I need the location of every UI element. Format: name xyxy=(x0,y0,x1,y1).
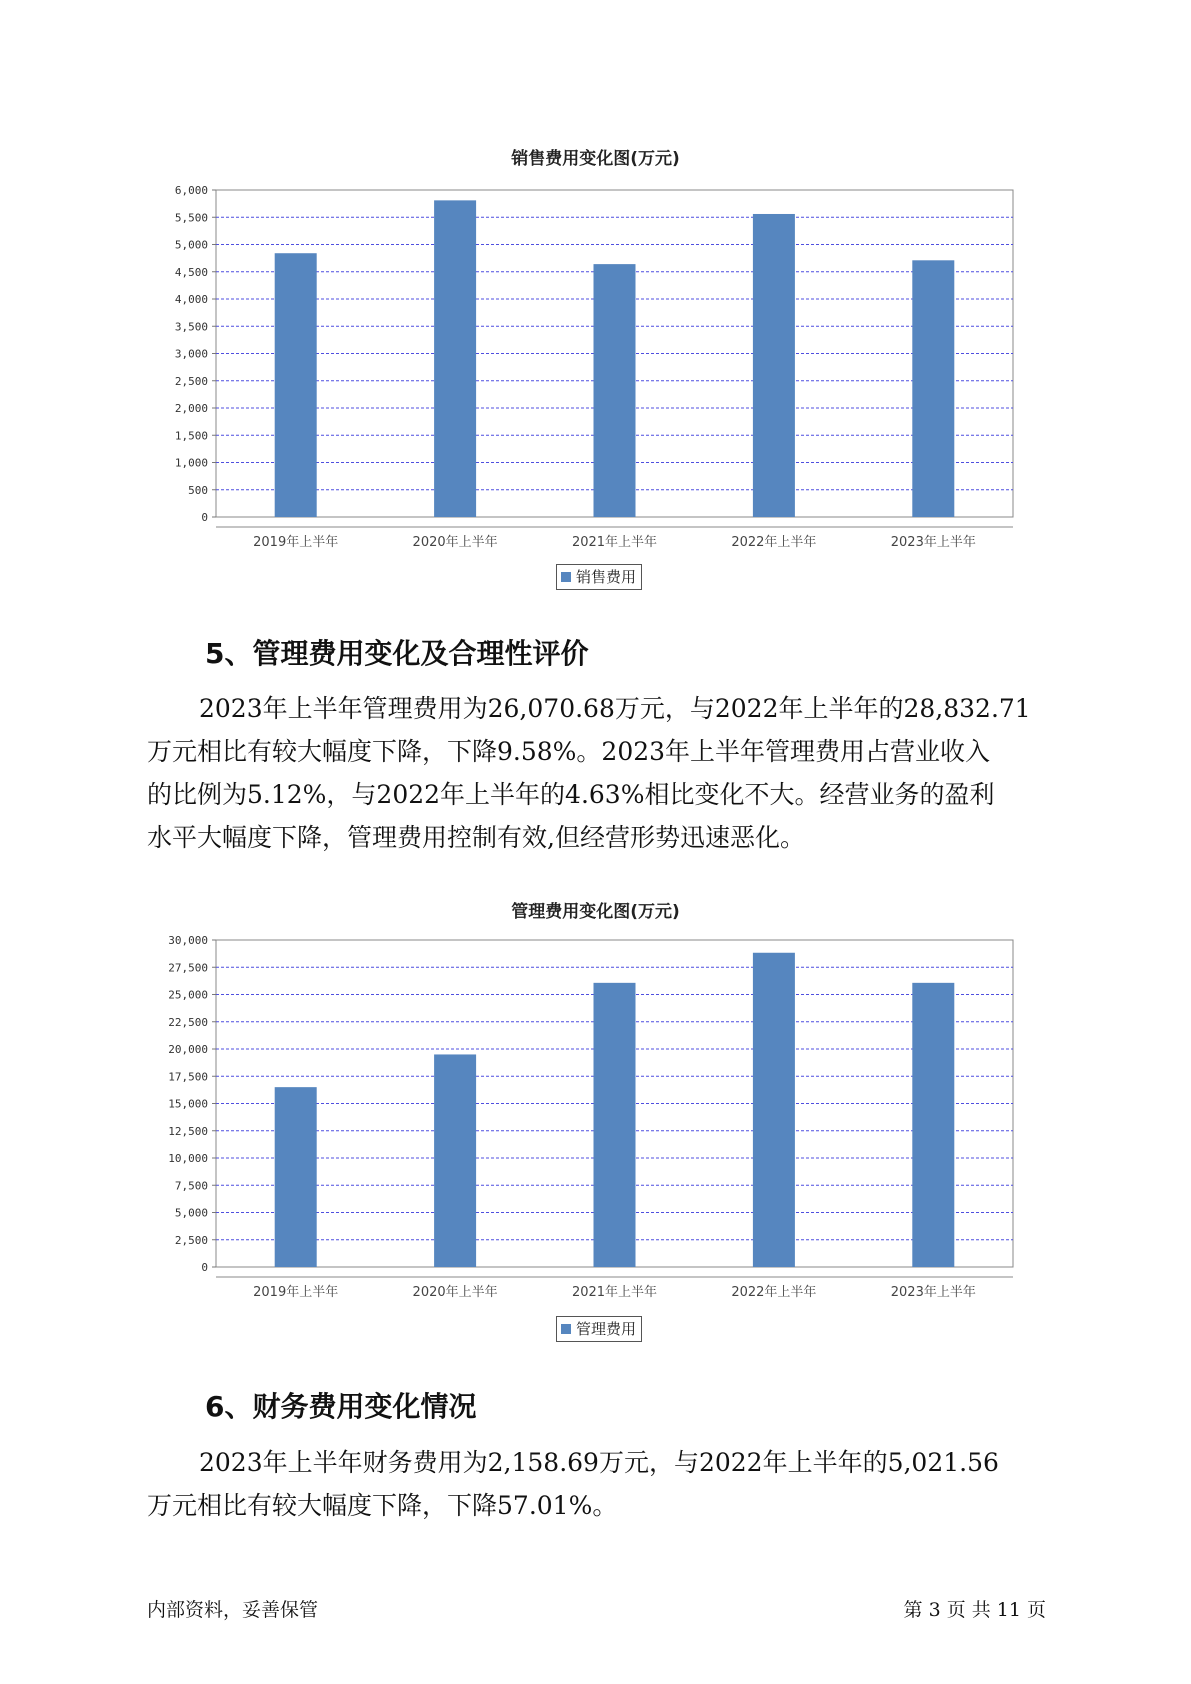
page-number: 第 3 页 共 11 页 xyxy=(903,1599,1046,1621)
bar xyxy=(912,983,954,1267)
x-tick-label: 2021年上半年 xyxy=(571,535,658,550)
y-tick-label: 5,000 xyxy=(174,1206,208,1220)
x-tick-label: 2022年上半年 xyxy=(731,535,817,550)
y-tick-label: 30,000 xyxy=(168,934,208,947)
x-tick-label: 2023年上半年 xyxy=(890,1285,976,1300)
x-tick-label: 2020年上半年 xyxy=(412,1285,498,1300)
bar xyxy=(434,1054,476,1267)
y-tick-label: 10,000 xyxy=(168,1152,208,1165)
y-tick-label: 17,500 xyxy=(168,1070,208,1084)
y-tick-label: 15,000 xyxy=(168,1097,208,1111)
y-tick-label: 1,500 xyxy=(174,429,208,443)
chart-title: 管理费用变化图(万元) xyxy=(511,902,680,922)
chart-legend xyxy=(556,1316,642,1342)
y-tick-label: 0 xyxy=(201,511,208,524)
paragraph-line: 2023年上半年财务费用为2,158.69万元，与2022年上半年的5,021.56 xyxy=(199,1448,999,1477)
y-tick-label: 1,000 xyxy=(174,456,208,470)
y-tick-label: 5,000 xyxy=(174,238,208,252)
y-tick-label: 25,000 xyxy=(168,988,208,1002)
y-tick-label: 2,500 xyxy=(174,374,208,388)
x-tick-label: 2023年上半年 xyxy=(890,535,976,550)
paragraph-line: 2023年上半年管理费用为26,070.68万元，与2022年上半年的28,832.71 xyxy=(199,694,1031,723)
bar xyxy=(275,1087,317,1267)
y-tick-label: 22,500 xyxy=(168,1015,208,1029)
y-tick-label: 3,500 xyxy=(174,320,208,334)
paragraph-line: 万元相比有较大幅度下降，下降57.01%。 xyxy=(147,1491,618,1520)
y-tick-label: 12,500 xyxy=(168,1124,208,1138)
legend-label: 管理费用 xyxy=(576,1320,637,1338)
paragraph-line: 万元相比有较大幅度下降，下降9.58%。2023年上半年管理费用占营业收入 xyxy=(147,737,991,766)
y-tick-label: 27,500 xyxy=(168,961,208,975)
x-tick-label: 2020年上半年 xyxy=(412,535,498,550)
y-tick-label: 4,000 xyxy=(174,293,208,306)
y-tick-label: 6,000 xyxy=(174,184,208,197)
bar xyxy=(594,983,636,1267)
x-tick-label: 2022年上半年 xyxy=(731,1285,817,1300)
legend-swatch-icon xyxy=(561,1324,571,1334)
section-paragraph xyxy=(147,1441,1057,1527)
section-heading: 5、管理费用变化及合理性评价 xyxy=(205,637,589,670)
x-tick-label: 2019年上半年 xyxy=(253,1285,339,1300)
y-tick-label: 7,500 xyxy=(174,1179,208,1193)
footer-note: 内部资料，妥善保管 xyxy=(147,1599,319,1621)
y-tick-label: 2,500 xyxy=(174,1233,208,1247)
x-tick-label: 2021年上半年 xyxy=(571,1285,658,1300)
y-tick-label: 4,500 xyxy=(174,265,208,279)
x-tick-label: 2019年上半年 xyxy=(253,535,339,550)
y-tick-label: 500 xyxy=(188,483,208,497)
bar xyxy=(753,953,795,1267)
y-tick-label: 20,000 xyxy=(168,1043,208,1056)
y-tick-label: 3,000 xyxy=(174,347,208,361)
y-tick-label: 0 xyxy=(201,1261,208,1274)
chart-title: 销售费用变化图(万元) xyxy=(511,149,680,169)
legend-label: 销售费用 xyxy=(576,568,637,586)
paragraph-line: 水平大幅度下降，管理费用控制有效,但经营形势迅速恶化。 xyxy=(147,823,805,852)
paragraph-line: 的比例为5.12%，与2022年上半年的4.63%相比变化不大。经营业务的盈利 xyxy=(147,780,995,809)
section-heading: 6、财务费用变化情况 xyxy=(205,1390,477,1423)
y-tick-label: 5,500 xyxy=(174,211,208,225)
y-tick-label: 2,000 xyxy=(174,402,208,415)
